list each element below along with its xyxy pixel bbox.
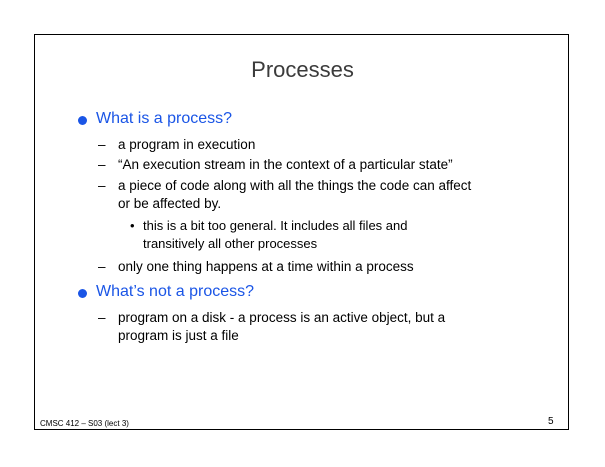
dash-mark: – bbox=[98, 259, 106, 274]
page-number: 5 bbox=[548, 416, 554, 427]
sub-bullet-mark: • bbox=[130, 218, 135, 233]
bullet-dot-icon bbox=[78, 116, 87, 125]
list-item-text: a piece of code along with all the things the code can affect bbox=[118, 178, 472, 193]
bullet-dot-icon bbox=[78, 289, 87, 298]
dash-mark: – bbox=[98, 137, 106, 152]
sub-list-item-text: this is a bit too general. It includes all files and bbox=[143, 218, 408, 233]
list-item-text: or be affected by. bbox=[118, 196, 222, 211]
slide-footer: CMSC 412 – S03 (lect 3) bbox=[40, 419, 129, 428]
list-item-text: program is just a file bbox=[118, 328, 239, 343]
slide-title: Processes bbox=[251, 57, 354, 82]
list-item-text: only one thing happens at a time within a process bbox=[118, 259, 414, 274]
list-item-text: program on a disk - a process is an active object, but a bbox=[118, 310, 446, 325]
sub-list-item-text: transitively all other processes bbox=[143, 236, 318, 251]
list-item-text: a program in execution bbox=[118, 137, 256, 152]
dash-mark: – bbox=[98, 178, 106, 193]
bullet-text: What is a process? bbox=[96, 110, 233, 127]
bullet-text: What’s not a process? bbox=[96, 283, 255, 300]
dash-mark: – bbox=[98, 157, 106, 172]
list-item-text: “An execution stream in the context of a particular state” bbox=[118, 157, 453, 172]
dash-mark: – bbox=[98, 310, 106, 325]
